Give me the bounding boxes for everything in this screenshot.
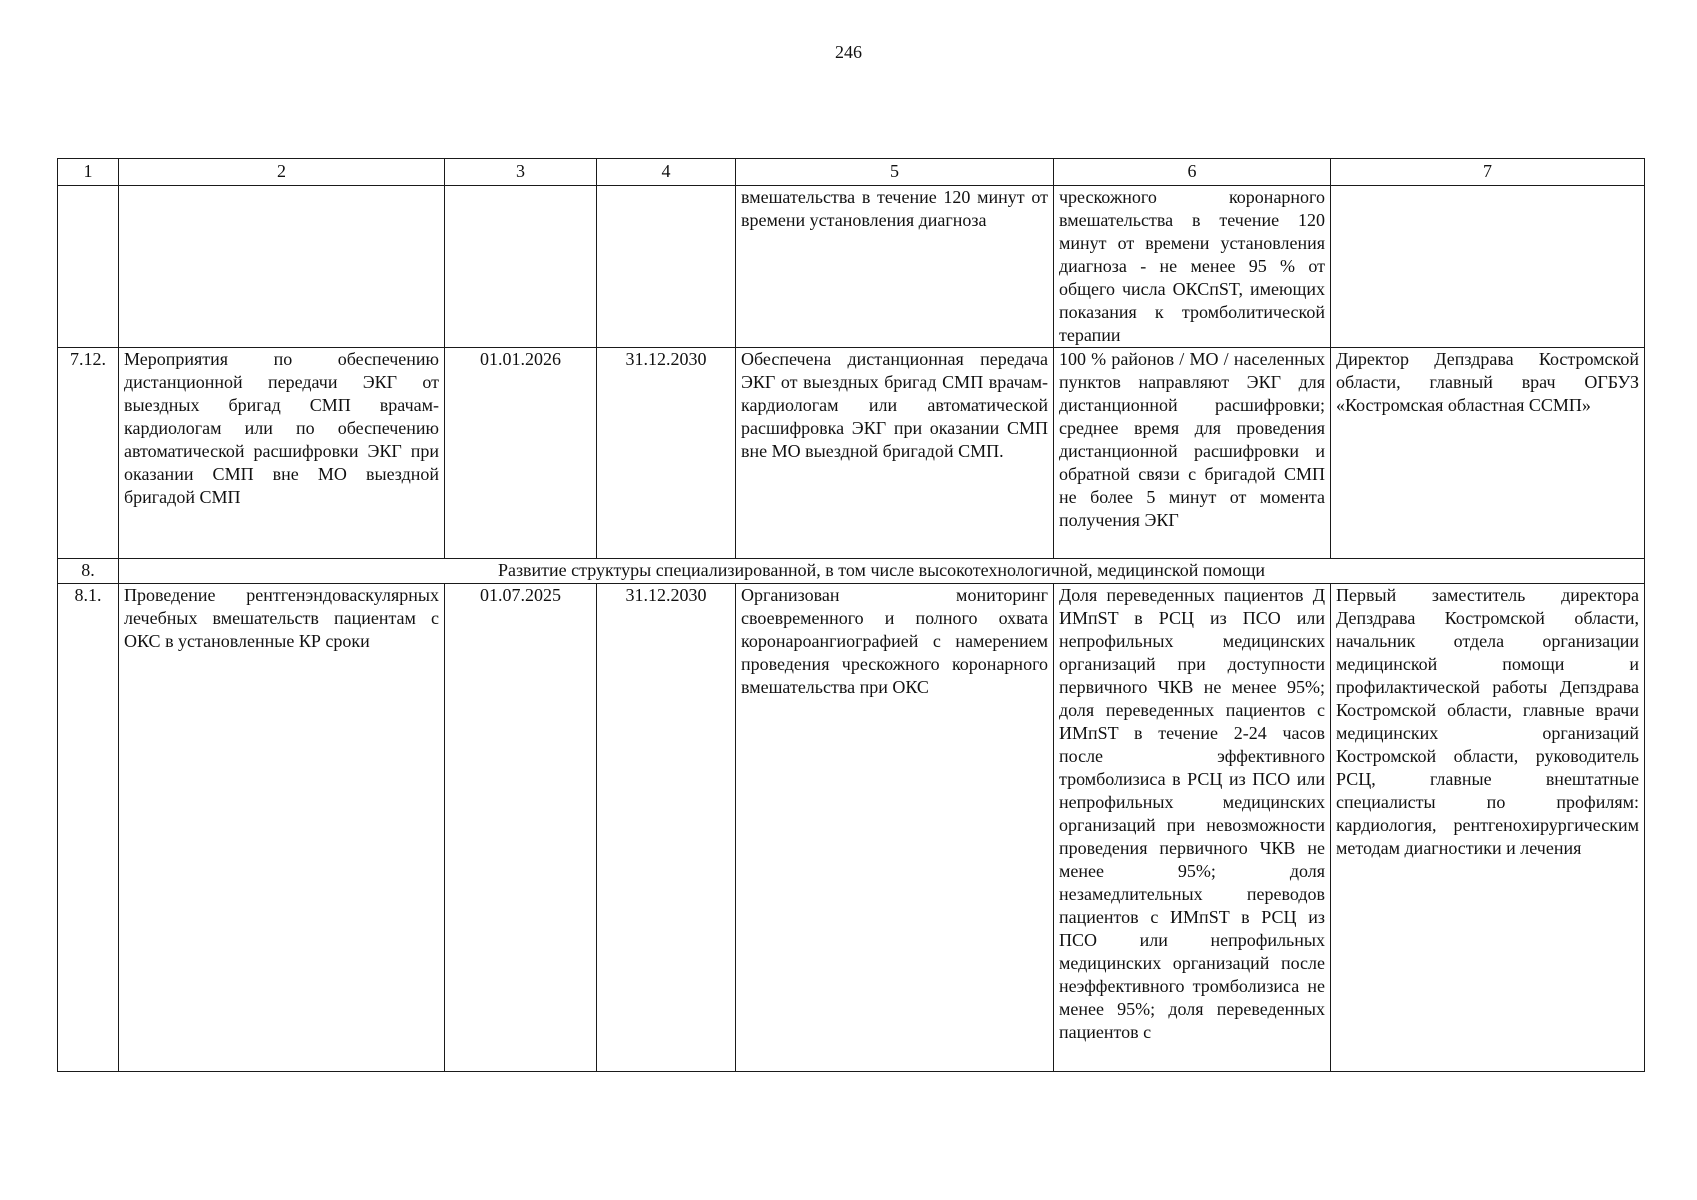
table-row bbox=[58, 186, 1645, 348]
row-number: 7.12. bbox=[58, 348, 119, 559]
indicator-cell: Доля переведенных пациентов Д ИМпST в РСЦ из ПСО или непрофильных медицинских организаций при доступности первичного ЧКВ не менее 95%; доля переведенных пациентов с ИМпST в течение 2-24 часов после эффективного тромболизиса в РСЦ из ПСО или непрофильных медицинских организаций при невозможности проведения первичного ЧКВ не менее 95%; доля незамедлительных переводов пациентов с ИМпST в РСЦ из ПСО или непрофильных медицинских организаций после неэффективного тромболизиса не менее 95%; доля переведенных пациентов с bbox=[1054, 584, 1331, 1072]
column-header-6: 6 bbox=[1054, 159, 1331, 186]
row-number: 8.1. bbox=[58, 584, 119, 1072]
indicator-cell: чрескожного коронарного вмешательства в течение 120 минут от времени установления диагноза - не менее 95 % от общего числа ОКСпST, имеющих показания к тромболитической терапии bbox=[1054, 186, 1331, 348]
section-title: Развитие структуры специализированной, в том числе высокотехнологичной, медицинской помощи bbox=[119, 559, 1645, 584]
responsible-cell: Первый заместитель директора Депздрава Костромской области, начальник отдела организации медицинской помощи и профилактической работы Депздрава Костромской области, главные врачи медицинских организаций Костромской области, руководитель РСЦ, главные внештатные специалисты по профилям: кардиология, рентгенохирургическим методам диагностики и лечения bbox=[1331, 584, 1645, 1072]
column-header-5: 5 bbox=[736, 159, 1054, 186]
page-number: 246 bbox=[835, 42, 862, 62]
column-header-4: 4 bbox=[597, 159, 736, 186]
activity-cell bbox=[119, 186, 445, 348]
end-date-cell: 31.12.2030 bbox=[597, 348, 736, 559]
result-cell: Организован мониторинг своевременного и полного охвата коронароангиографией с намерением проведения чрескожного коронарного вмешательства при ОКС bbox=[736, 584, 1054, 1072]
end-date-cell bbox=[597, 186, 736, 348]
table-row bbox=[58, 348, 1645, 559]
start-date-cell: 01.01.2026 bbox=[445, 348, 597, 559]
responsible-cell bbox=[1331, 186, 1645, 348]
activity-cell: Мероприятия по обеспечению дистанционной передачи ЭКГ от выездных бригад СМП врачам-кардиологам или по обеспечению автоматической расшифровки ЭКГ при оказании СМП вне МО выездной бригадой СМП bbox=[119, 348, 445, 559]
table-row bbox=[58, 584, 1645, 1072]
column-header-3: 3 bbox=[445, 159, 597, 186]
end-date-cell: 31.12.2030 bbox=[597, 584, 736, 1072]
section-number: 8. bbox=[58, 559, 119, 584]
start-date-cell: 01.07.2025 bbox=[445, 584, 597, 1072]
activity-cell: Проведение рентгенэндоваскулярных лечебных вмешательств пациентам с ОКС в установленные КР сроки bbox=[119, 584, 445, 1072]
row-number bbox=[58, 186, 119, 348]
column-header-7: 7 bbox=[1331, 159, 1645, 186]
result-cell: вмешательства в течение 120 минут от времени установления диагноза bbox=[736, 186, 1054, 348]
start-date-cell bbox=[445, 186, 597, 348]
column-header-1: 1 bbox=[58, 159, 119, 186]
plan-table bbox=[57, 158, 1645, 1072]
column-header-2: 2 bbox=[119, 159, 445, 186]
section-row bbox=[58, 559, 1645, 584]
indicator-cell: 100 % районов / МО / населенных пунктов направляют ЭКГ для дистанционной расшифровки; среднее время для проведения дистанционной расшифровки и обратной связи с бригадой СМП не более 5 минут от момента получения ЭКГ bbox=[1054, 348, 1331, 559]
column-number-header-row bbox=[58, 159, 1645, 186]
responsible-cell: Директор Депздрава Костромской области, главный врач ОГБУЗ «Костромская областная ССМП» bbox=[1331, 348, 1645, 559]
result-cell: Обеспечена дистанционная передача ЭКГ от выездных бригад СМП врачам-кардиологам или автоматической расшифровка ЭКГ при оказании СМП вне МО выездной бригадой СМП. bbox=[736, 348, 1054, 559]
